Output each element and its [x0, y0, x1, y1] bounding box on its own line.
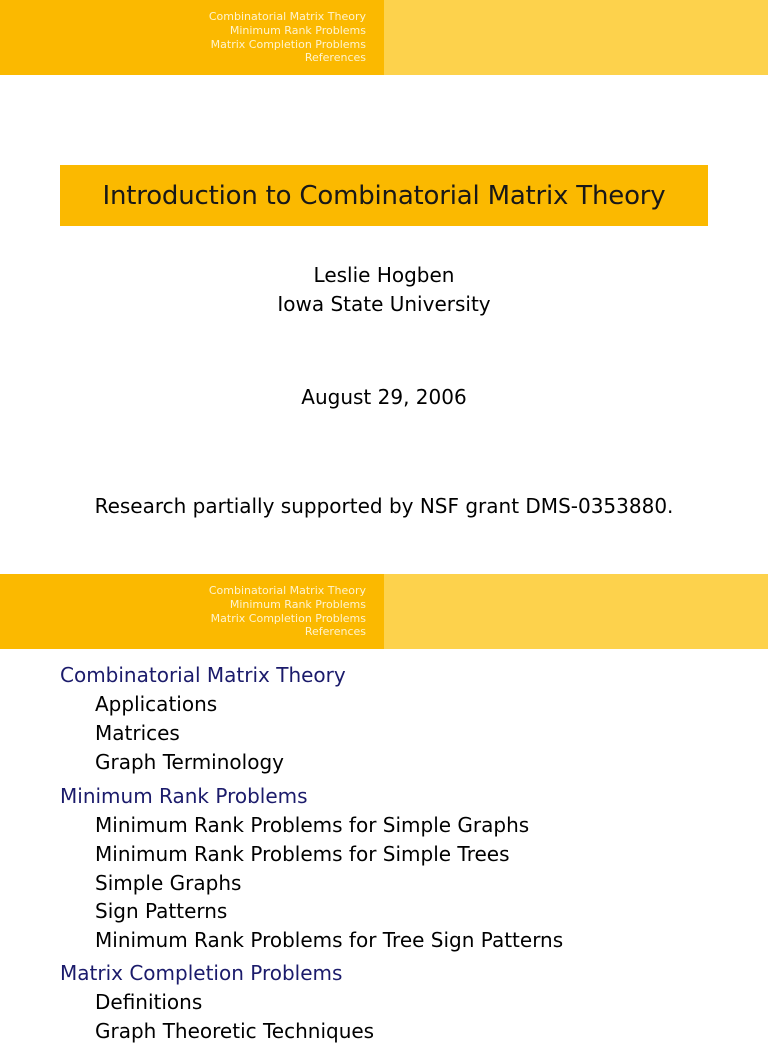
headline-link-combinatorial-matrix-theory[interactable]: Combinatorial Matrix Theory	[208, 10, 366, 24]
institute: Iowa State University	[277, 292, 491, 316]
toc-subsection-sign-patterns[interactable]: Sign Patterns	[95, 899, 228, 923]
toc-section-combinatorial-matrix-theory[interactable]: Combinatorial Matrix Theory	[60, 663, 346, 687]
headline-nav	[0, 574, 384, 649]
toc-subsection-definitions[interactable]: Definitions	[95, 990, 203, 1014]
grant-note: Research partially supported by NSF grant DMS-0353880.	[94, 494, 674, 518]
headline-link-references[interactable]: References	[304, 625, 366, 639]
headline-link-combinatorial-matrix-theory[interactable]: Combinatorial Matrix Theory	[208, 584, 366, 598]
headline-right-panel	[384, 574, 768, 649]
toc-section-minimum-rank-problems[interactable]: Minimum Rank Problems	[60, 784, 308, 808]
headline-link-minimum-rank-problems[interactable]: Minimum Rank Problems	[229, 597, 366, 611]
date: August 29, 2006	[301, 385, 467, 409]
toc-subsection-min-rank-simple-graphs[interactable]: Minimum Rank Problems for Simple Graphs	[95, 813, 530, 837]
toc-subsection-min-rank-tree-sign-patterns[interactable]: Minimum Rank Problems for Tree Sign Patterns	[95, 928, 564, 952]
toc-subsection-graph-theoretic-techniques[interactable]: Graph Theoretic Techniques	[95, 1019, 375, 1043]
toc-subsection-matrices[interactable]: Matrices	[95, 721, 180, 745]
outline-slide	[0, 574, 768, 1043]
toc-section-matrix-completion-problems[interactable]: Matrix Completion Problems	[60, 961, 343, 985]
headline-link-minimum-rank-problems[interactable]: Minimum Rank Problems	[229, 23, 366, 37]
toc-subsection-min-rank-simple-trees[interactable]: Minimum Rank Problems for Simple Trees	[95, 842, 510, 866]
slide-title: Introduction to Combinatorial Matrix Theory	[60, 165, 708, 226]
headline-right-panel	[384, 0, 768, 75]
toc-subsection-graph-terminology[interactable]: Graph Terminology	[95, 750, 284, 774]
headline-bar	[0, 0, 768, 75]
headline-nav	[0, 0, 384, 75]
headline-link-matrix-completion-problems[interactable]: Matrix Completion Problems	[210, 37, 366, 51]
headline-link-references[interactable]: References	[304, 51, 366, 65]
author: Leslie Hogben	[313, 263, 455, 287]
toc-subsection-applications[interactable]: Applications	[95, 692, 218, 716]
headline-bar	[0, 574, 768, 649]
headline-link-matrix-completion-problems[interactable]: Matrix Completion Problems	[210, 611, 366, 625]
toc-subsection-simple-graphs[interactable]: Simple Graphs	[95, 871, 242, 895]
